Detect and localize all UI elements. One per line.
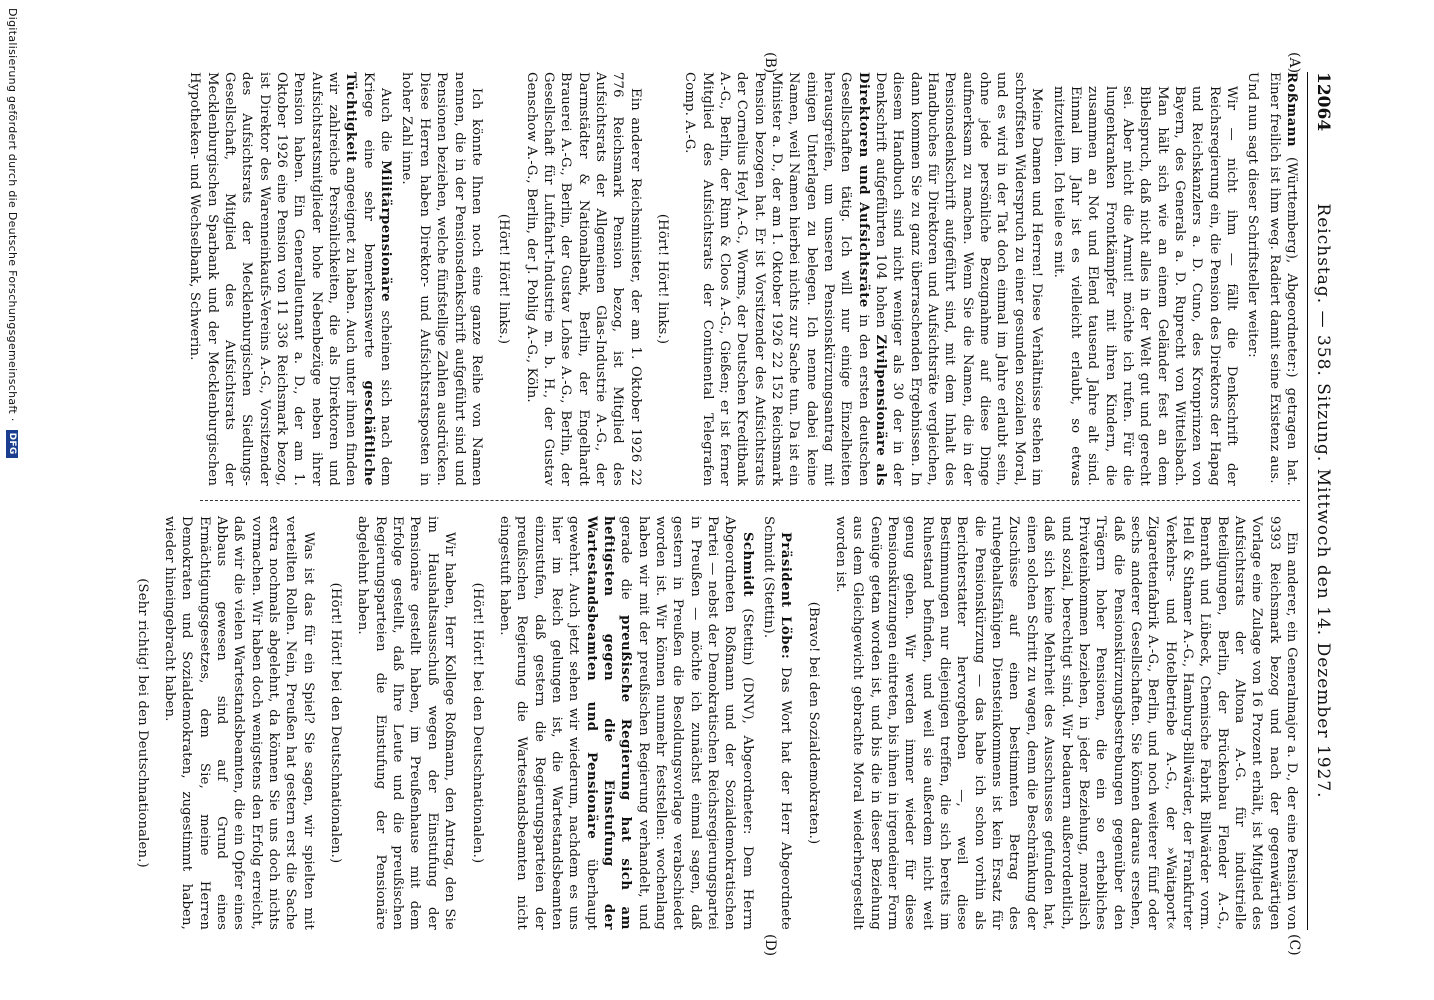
interjection: (Bravo! bei den Sozialdemokraten.) [805,601,821,845]
left-column [145,72,1300,486]
paragraph: Und nun sagt dieser Schriftsteller weiter: [1245,72,1261,358]
paragraph: Ein anderer, ein Generalmajor a. D., der eine Pension von 9393 Reichsmark bezog und nach der gegenwärtigen Vorlage eine Zulage von 16 Prozent erhält, ist Mitglied des Aufsichtsrats der Altona A.-G. für industrielle Beteiligungen, Berlin, der Brückenbau Flender A.-G., Benrath und Lübeck, Chemische Fabrik Billwärder vorm. Hell & Sthamer A.-G., Hamburg-Billwärder, der Frankfurter Verkehrs- und Hotelbetriebe A.-G., der »Waitaport« Zigarettenfabrik A.-G., Berlin, und noch weiterer fünf oder sechs anderer Gesellschaften. Sie können daraus ersehen, daß die Pensionskürzungsbestrebungen gegenüber den Trägern hoher Pensionen, die ein so erhebliches Privateinkommen beziehen, in jeder Beziehung, moralisch und sozial, berechtigt sind. Wir bedauern außerordentlich, daß sich keine Mehrheit des Ausschusses gefunden hat, einen solchen Schritt zu wagen, denn die Beschränkung der Zuschüsse auf einen bestimmten Betrag des ruhegehaltsfähigen Diensteinkommens ist kein Ersatz für die Pensionskürzung — das habe ich schon vorhin als Berichterstatter hervorgehoben —, weil diese Bestimmungen nur diejenigen treffen, die sich bereits im Ruhestand befinden, und weil sie außerdem nicht weit genug gehen. Wir werden immer wieder für diese Pensionskürzungen eintreten, bis ihnen in irgendeiner Form Genüge getan worden ist, und bis die in dieser Beziehung aus dem Gleichgewicht gebrachte Moral wiederhergestellt worden ist. [833,516,1299,930]
marker-d: (D) [762,934,778,957]
interjection: (Hört! Hört! links.) [496,213,512,345]
paragraph-text: scheinen sich nach dem Kriege eine sehr bemerkenswerte [360,72,394,486]
marker-a: (A) [1286,52,1302,74]
speaker-name: Roßmann [1284,72,1299,147]
paragraph-text: überhaupt gewehrt. Auch jetzt sehen wir wiederum, nachdem es uns hier im Reich gelungen ist, die Wartestandsbeamten einzustufen, daß gestern die Regierungsparteien der preußischen Regierung die Wartestandsbeamten nicht eingestuft haben. [496,516,599,931]
emphasis-text: preußische Regierung hat sich am heftigsten gegen die Einstufung der Wartestandsbeamten und Pensionäre [583,516,634,930]
speaker-name: Schmidt [739,532,755,597]
paragraph: Was ist das für ein Spiel? Sie sagen, wir spielten mit verteilten Rollen. Nein, Preußen hat gestern erst die Sache extra nochmals abgelehnt, da können Sie uns doch nichts vormachen. Wir haben doch wenigstens den Erfolg erreicht, daß wir die vielen Wartestandsbeamten, die ein Opfer eines Abbaus gewesen sind auf Grund eines Ermächtigungsgesetzes, dem Sie, meine Herren Demokraten und Sozialdemokraten, zugestimmt haben, wieder hineingebracht haben. [162,516,316,930]
paragraph: Wir haben, Herr Kollege Roßmann, den Antrag, den Sie im Haushaltsausschuß wegen der Einstufung der Pensionäre gestellt haben, im Preußenhause mit dem Erfolge gestellt, daß Ihre Leute und die preußischen Regierungsparteien die Einstufung der Pensionäre abgelehnt haben. [355,516,458,930]
emphasis-text: Militärpensionäre [378,160,394,302]
right-column [134,516,1300,931]
paragraph-text: in den ersten deutschen Gesellschaften tätig. Ich will nur einige Einzelheiten herausgreifen, um unseren Pensionskürzungsantrag mit einigen Unterlagen zu belegen. Ich nenne dabei keine Namen, weil Namen hierbei nichts zur Sache tun. Da ist ein Minister a. D., der am 1. Oktober 1926 22 152 Reichsmark Pension bezogen hat. Er ist Vorsitzender des Aufsichtsrats der Cornelius Heyl A.-G., Worms, der Deutschen Kreditbank A.-G., Berlin, der Rinn & Cloos A.-G., Gießen; er ist ferner Mitglied des Aufsichtsrats der Continental Telegrafen Comp. A.-G. [682,72,871,487]
page-title: Reichstag. — 358. Sitzung. Mittwoch den 14. Dezember 1927. [1313,203,1333,799]
paragraph-text: Das Wort hat der Herr Abgeordnete Schmidt (Stettin). [761,516,794,931]
digitization-credit [6,8,19,998]
paragraph: Ich könnte Ihnen noch eine ganze Reihe von Namen nennen, die in der Pensionsdenkschrift aufgeführt sind und Pensionen beziehen, welche fünfstellige Zahlen ausdrücken. Diese Herren haben Direktor- und Aufsichtsratsposten in hoher Zahl inne. [399,72,484,486]
paragraph-text: (Stettin) (DNV), Abgeordneter: Dem Herrn Abgeordneten Roßmann und der Sozialdemokratischen Partei — nebst der Demokratischen Reichsregierungspartei in Preußen — möchte ich zunächst einmal sagen, daß gestern in Preußen die Besoldungsvorlage verabschiedet worden ist. Wir können nunmehr feststellen: wochenlang haben wir mit der preußischen Regierung verhandelt, und gerade die [618,516,755,930]
column-divider [200,500,1300,502]
dfg-logo: DFG [6,430,18,458]
paragraph [186,72,394,486]
paragraph [760,516,795,930]
paragraph-text: Meine Damen und Herren! Diese Verhältnisse stehen im schroffsten Widerspruch zu einer gesunden sozialen Moral, und es wird in der Tat doch einmal im Jahre erlaubt sein, ohne jede persönliche Bezugnahme auf diese Dinge aufmerksam zu machen. Wenn Sie die Namen, die in der Pensionsdenkschrift aufgeführt sind, mit dem Inhalt des Handbuches für Direktoren und Aufsichtsräte vergleichen, dann kommen Sie zu ganz überraschenden Ergebnissen. In diesem Handbuch sind nicht weniger als 30 der in der Denkschrift aufgeführten 104 hohen [873,72,1045,486]
credit-text: Digitalisierung gefördert durch die Deutsche Forschungsgemeinschaft · [6,8,19,422]
paragraph [1265,72,1300,486]
interjection: (Sehr richtig! bei den Deutschnationalen.) [134,578,150,868]
marker-c: (C) [1286,934,1302,956]
emphasis-text: Zivilpensionäre als Direktoren und Aufsichtsräte [855,72,889,486]
paragraph: Ein anderer Reichsminister, der am 1. Oktober 1926 22 776 Reichsmark Pension bezog, ist Mitglied des Aufsichtsrats der Allgemeinen Glas-Industrie A.-G., der Darmstädter & Nationalbank, Berlin, der Engelhardt Brauerei A.-G., Berlin, der Gustav Lohse A.-G., Berlin, der Gesellschaft für Luftfahrt-Industrie m. b. H., der Gustav Genschow A.-G., Berlin, der J. Pohlig A.-G., Köln. [523,72,643,486]
paragraph-text: Auch die [378,88,394,152]
newspaper-page [134,52,1338,957]
speaker-name: Präsident Löbe: [778,532,794,660]
interjection: (Hört! Hört! bei den Deutschnationalen.) [469,582,485,864]
interjection: (Hört! Hört! links.) [654,213,670,345]
page-header [1307,72,1338,930]
marker-b: (B) [762,52,778,74]
paragraph [496,516,756,930]
page-number: 12064 [1313,72,1333,132]
quote-paragraph: Wir — nicht ihm — fällt die Denkschrift der Reichsregierung ein, die Pension des Direktors der Hapag und Reichskanzlers a. D. Cuno, des Kronprinzen von Bayern, des Generals a. D. Ruprecht von Wittelsbach. Man hält sich wie an einem Geländer fest an dem Bibelspruch, daß nicht alles in der Welt gut und gerecht sei. Aber nicht die Armut! möchte ich rufen. Für die lungenkranken Frontkämpfer mit ihren Kindern, die zusammen an Not und Elend tausend Jahre alt sind. Einmal im Jahr ist es vielleicht erlaubt, so etwas mitzuteilen. Ich teile es mit. [1050,86,1239,486]
paragraph-text: angeeignet zu haben. Auch unter ihnen finden wir zahlreiche Persönlichkeiten, die als Direktoren und Aufsichtsratsmitglieder hohe Nebenbezüge neben ihrer Pension haben. Ein Generalleutnant a. D., der am 1. Oktober 1926 eine Pension von 11 336 Reichsmark bezog, ist Direktor des Warenneinkaufs-Vereins A.-G., Vorsitzender des Aufsichtsrats der Mecklenburgischen Siedlungs-Gesellschaft, Mitglied des Aufsichtsrats der Mecklenburgischen Sparbank und der Mecklenburgischen Hypotheken- und Wechselbank, Schwerin. [187,72,359,486]
paragraph [681,72,1045,486]
interjection: (Hört! Hört! bei den Deutschnationalen.) [328,582,344,864]
emphasis-text: geschäftliche Tüchtigkeit [343,72,376,487]
paragraph-text: (Württemberg), Abgeordneter:) getragen hat. Einer freilich ist ihm weg. Radiert damit seine Existenz aus. [1266,72,1299,486]
